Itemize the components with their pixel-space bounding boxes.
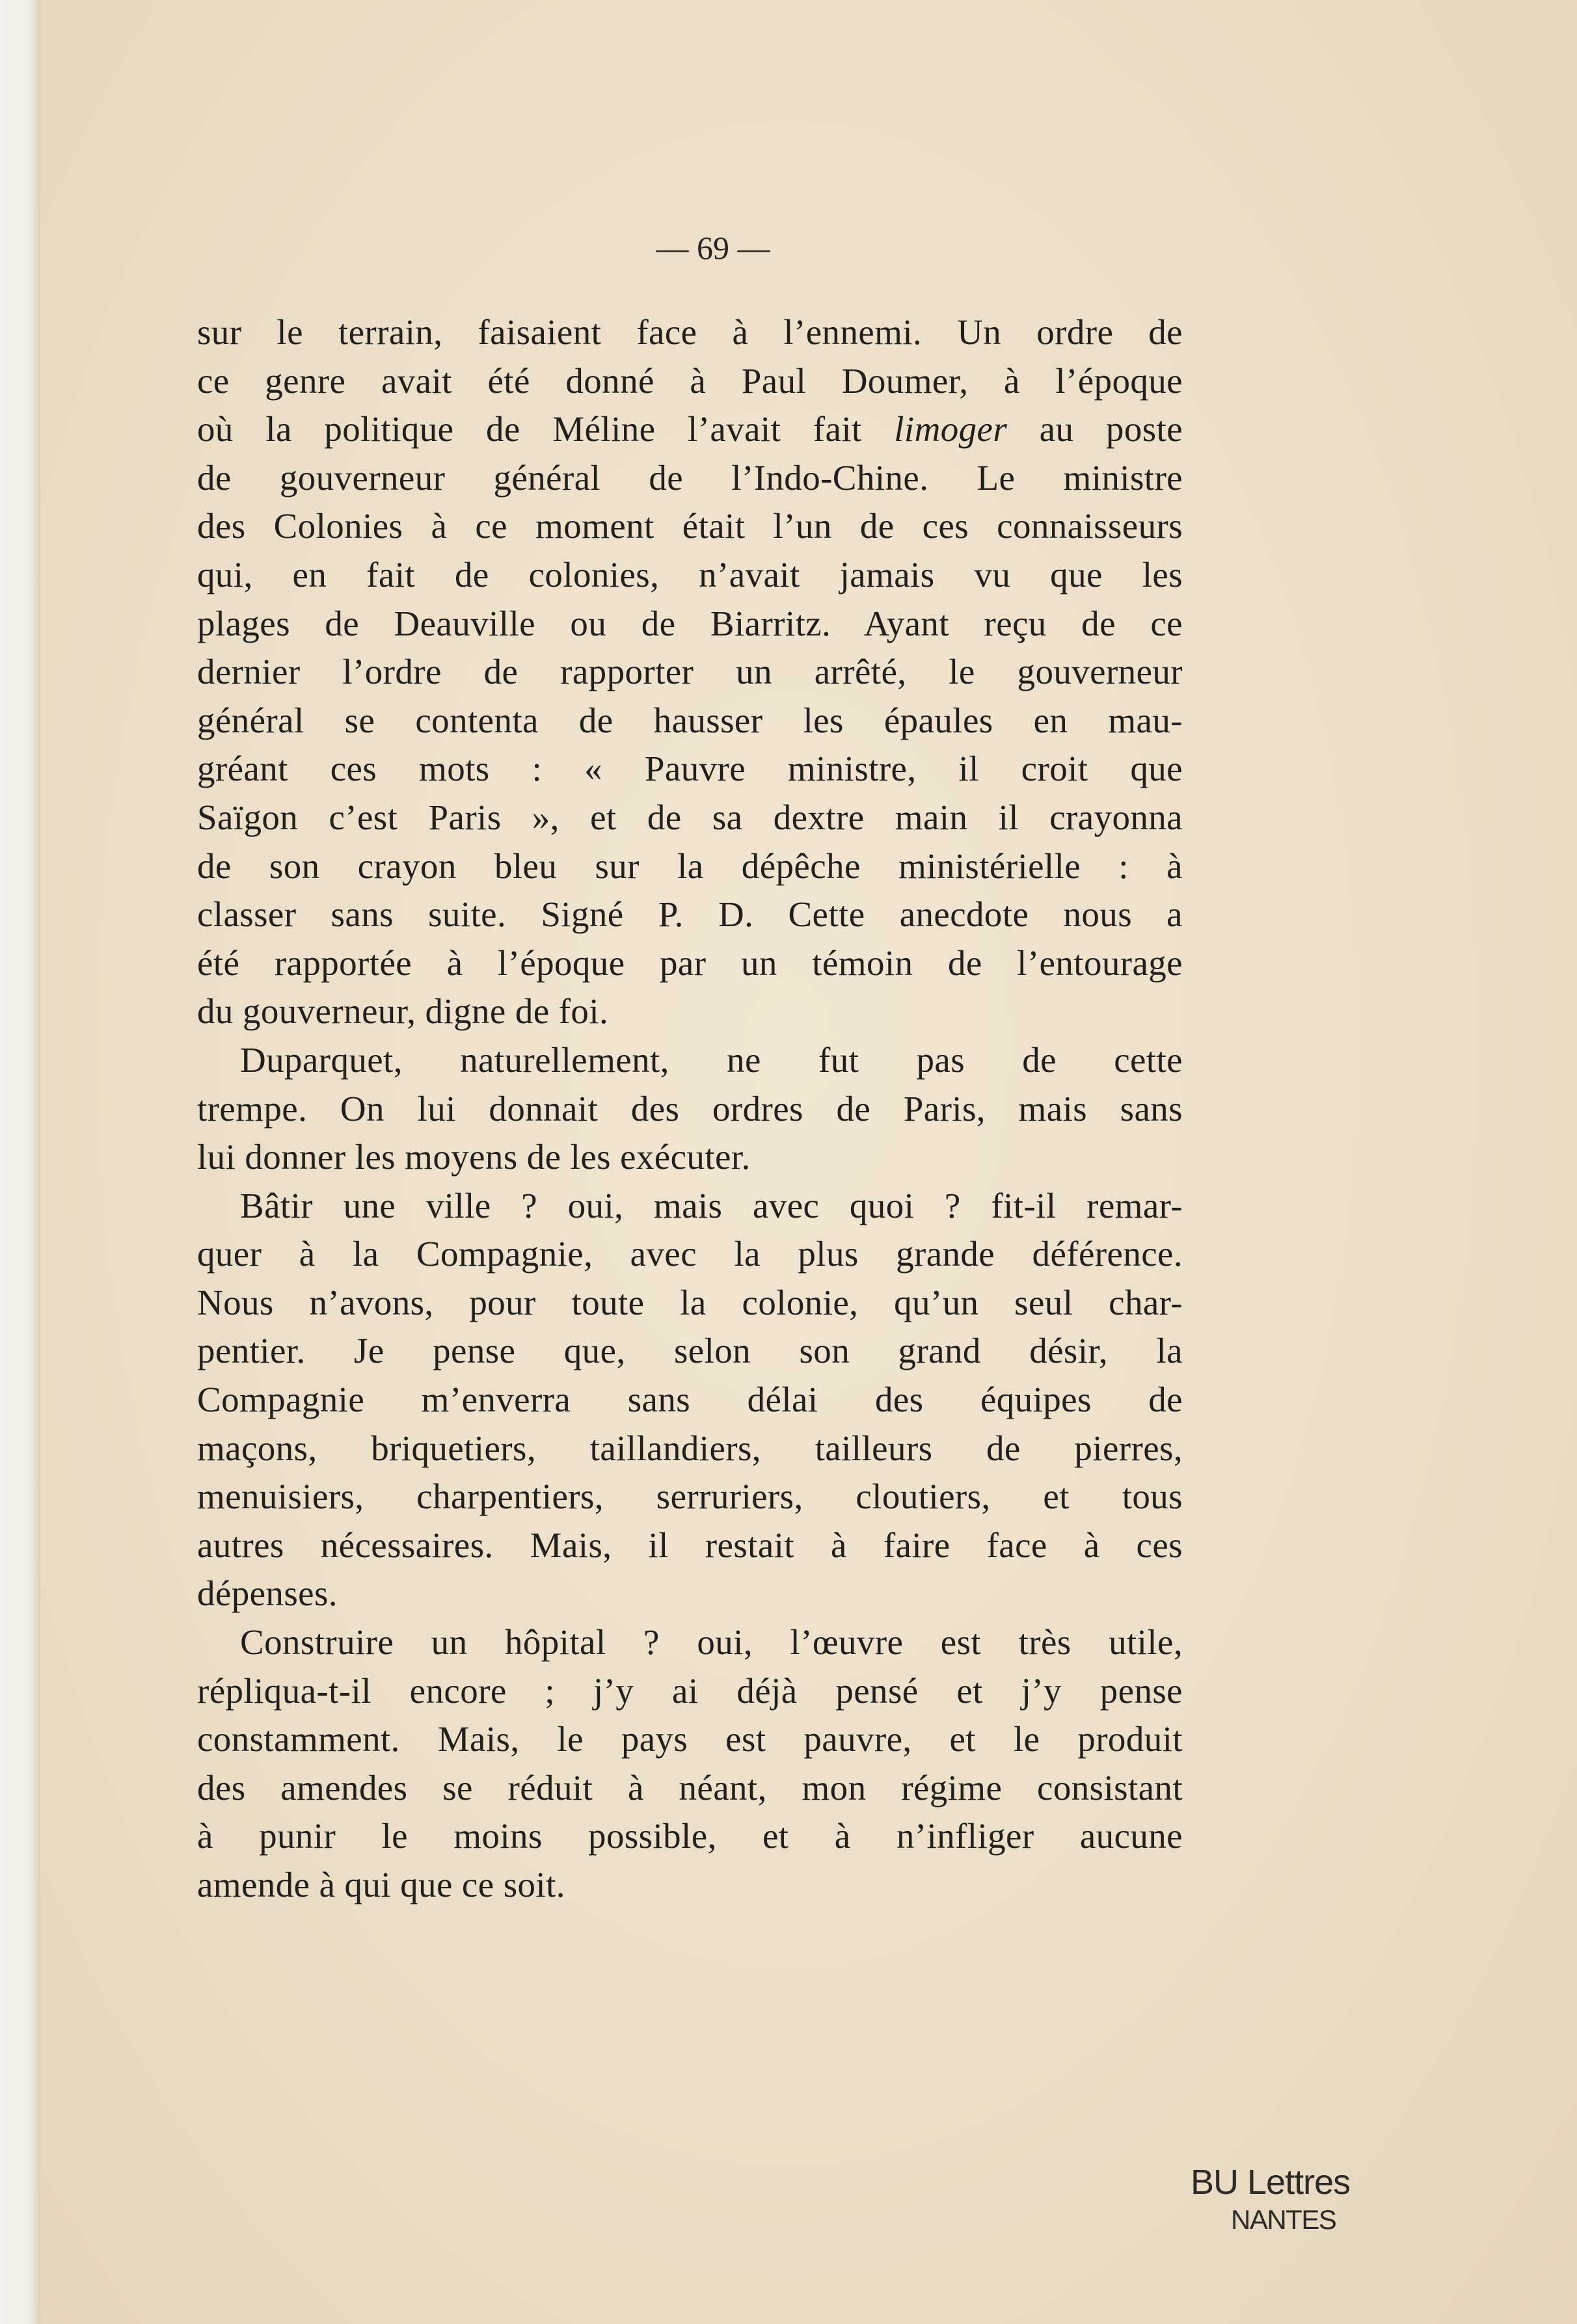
text-line: des amendes se réduit à néant, mon régime consistant (197, 1767, 1183, 1808)
text-line: autres nécessaires. Mais, il restait à faire face à ces (197, 1525, 1183, 1565)
body-text (197, 308, 1183, 1910)
text-segment: où la politique de Méline l’avait fait (197, 409, 895, 449)
text-line: de son crayon bleu sur la dépêche ministérielle : à (197, 846, 1183, 886)
text-line: Saïgon c’est Paris », et de sa dextre main il crayonna (197, 797, 1183, 837)
text-line (197, 405, 1183, 454)
text-line: trempe. On lui donnait des ordres de Paris, mais sans (197, 1088, 1183, 1129)
text-line: sur le terrain, faisaient face à l’ennemi. Un ordre de (197, 312, 1183, 352)
text-line: Bâtir une ville ? oui, mais avec quoi ? fit-il remar- (240, 1185, 1183, 1225)
text-line: dépenses. (197, 1573, 338, 1614)
text-line: menuisiers, charpentiers, serruriers, cloutiers, et tous (197, 1476, 1183, 1517)
text-line: maçons, briquetiers, taillandiers, tailleurs de pierres, (197, 1428, 1183, 1468)
italic-word: limoger (894, 409, 1008, 449)
text-line: du gouverneur, digne de foi. (197, 991, 609, 1032)
text-line: dernier l’ordre de rapporter un arrêté, le gouverneur (197, 652, 1183, 692)
text-line: plages de Deauville ou de Biarritz. Ayant reçu de ce (197, 603, 1183, 643)
text-line: de gouverneur général de l’Indo-Chine. Le ministre (197, 457, 1183, 498)
library-stamp (1191, 2163, 1350, 2238)
text-line: lui donner les moyens de les exécuter. (197, 1137, 751, 1177)
text-line: gréant ces mots : « Pauvre ministre, il croit que (197, 749, 1183, 789)
text-line: classer sans suite. Signé P. D. Cette anecdote nous a (197, 894, 1183, 935)
stamp-line-1: BU Lettres (1191, 2163, 1351, 2202)
text-line: Duparquet, naturellement, ne fut pas de cette (240, 1039, 1183, 1080)
text-segment: au poste (1007, 409, 1183, 449)
text-line: Compagnie m’enverra sans délai des équipes de (197, 1380, 1183, 1420)
text-line: répliqua-t-il encore ; j’y ai déjà pensé et j’y pense (197, 1670, 1183, 1711)
text-line: Nous n’avons, pour toute la colonie, qu’un seul char- (197, 1282, 1183, 1322)
page-left-edge (0, 0, 40, 2324)
text-line: quer à la Compagnie, avec la plus grande déférence. (197, 1234, 1183, 1274)
text-line: été rapportée à l’époque par un témoin de l’entourage (197, 942, 1183, 983)
text-line: ce genre avait été donné à Paul Doumer, à l’époque (197, 360, 1183, 401)
text-line: pentier. Je pense que, selon son grand désir, la (197, 1331, 1183, 1371)
text-line: général se contenta de hausser les épaules en mau- (197, 700, 1183, 740)
stamp-line-2: NANTES (1231, 2204, 1336, 2235)
page-number: — 69 — (656, 230, 770, 266)
text-line: amende à qui que ce soit. (197, 1865, 565, 1904)
text-line: Construire un hôpital ? oui, l’œuvre est très utile, (240, 1622, 1183, 1663)
text-line: qui, en fait de colonies, n’avait jamais vu que les (197, 554, 1183, 594)
text-line: constamment. Mais, le pays est pauvre, et le produit (197, 1719, 1183, 1759)
text-line: des Colonies à ce moment était l’un de ces connaisseurs (197, 506, 1183, 546)
text-line: à punir le moins possible, et à n’infliger aucune (197, 1816, 1183, 1856)
